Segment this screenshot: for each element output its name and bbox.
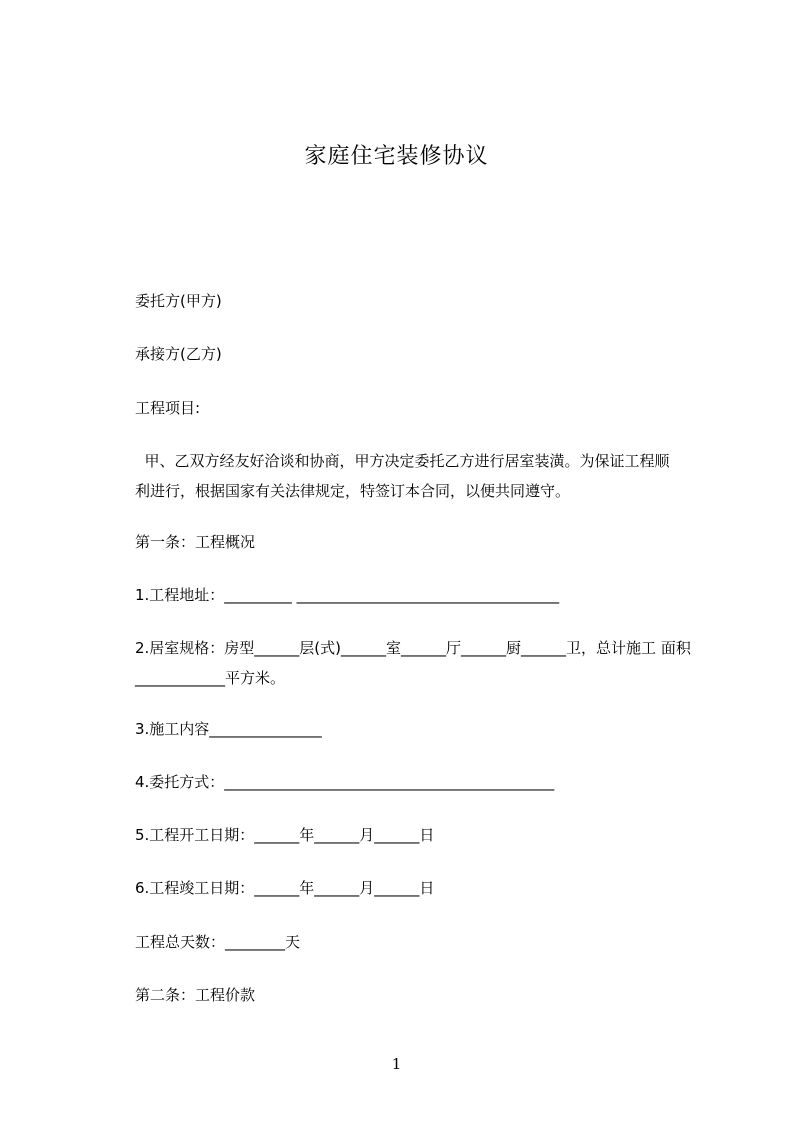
article-1-heading: 第一条：工程概况 [135, 533, 256, 551]
item-1-address: 1.工程地址：_________ ___________________________________ [135, 586, 560, 604]
intro-paragraph [135, 446, 705, 506]
total-days-line: 工程总天数：________天 [135, 933, 301, 951]
item-2-paragraph [135, 633, 705, 693]
intro-line-1: 甲、乙双方经友好洽谈和协商，甲方决定委托乙方进行居室装潢。为保证工程顺 [135, 452, 670, 470]
item-2-line-1: 2.居室规格：房型______层(式)______室______厅______厨______卫，总计施工 [135, 639, 657, 657]
item-6-end-date: 6.工程竣工日期：______年______月______日 [135, 879, 435, 897]
item-5-start-date: 5.工程开工日期：______年______月______日 [135, 826, 435, 844]
page-number: 1 [391, 1055, 402, 1073]
item-4-method: 4.委托方式：____________________________________________ [135, 773, 555, 791]
item-2-line-2: 面积____________平方米。 [135, 639, 691, 687]
item-3-content: 3.施工内容_______________ [135, 720, 322, 738]
article-2-heading: 第二条：工程价款 [135, 986, 256, 1004]
intro-line-2: 利进行，根据国家有关法律规定，特签订本合同，以便共同遵守。 [135, 482, 571, 500]
project-line: 工程项目: [135, 399, 201, 417]
document-title: 家庭住宅装修协议 [304, 144, 489, 169]
party-b-line: 承接方(乙方) [135, 345, 222, 363]
party-a-line: 委托方(甲方) [135, 292, 222, 310]
